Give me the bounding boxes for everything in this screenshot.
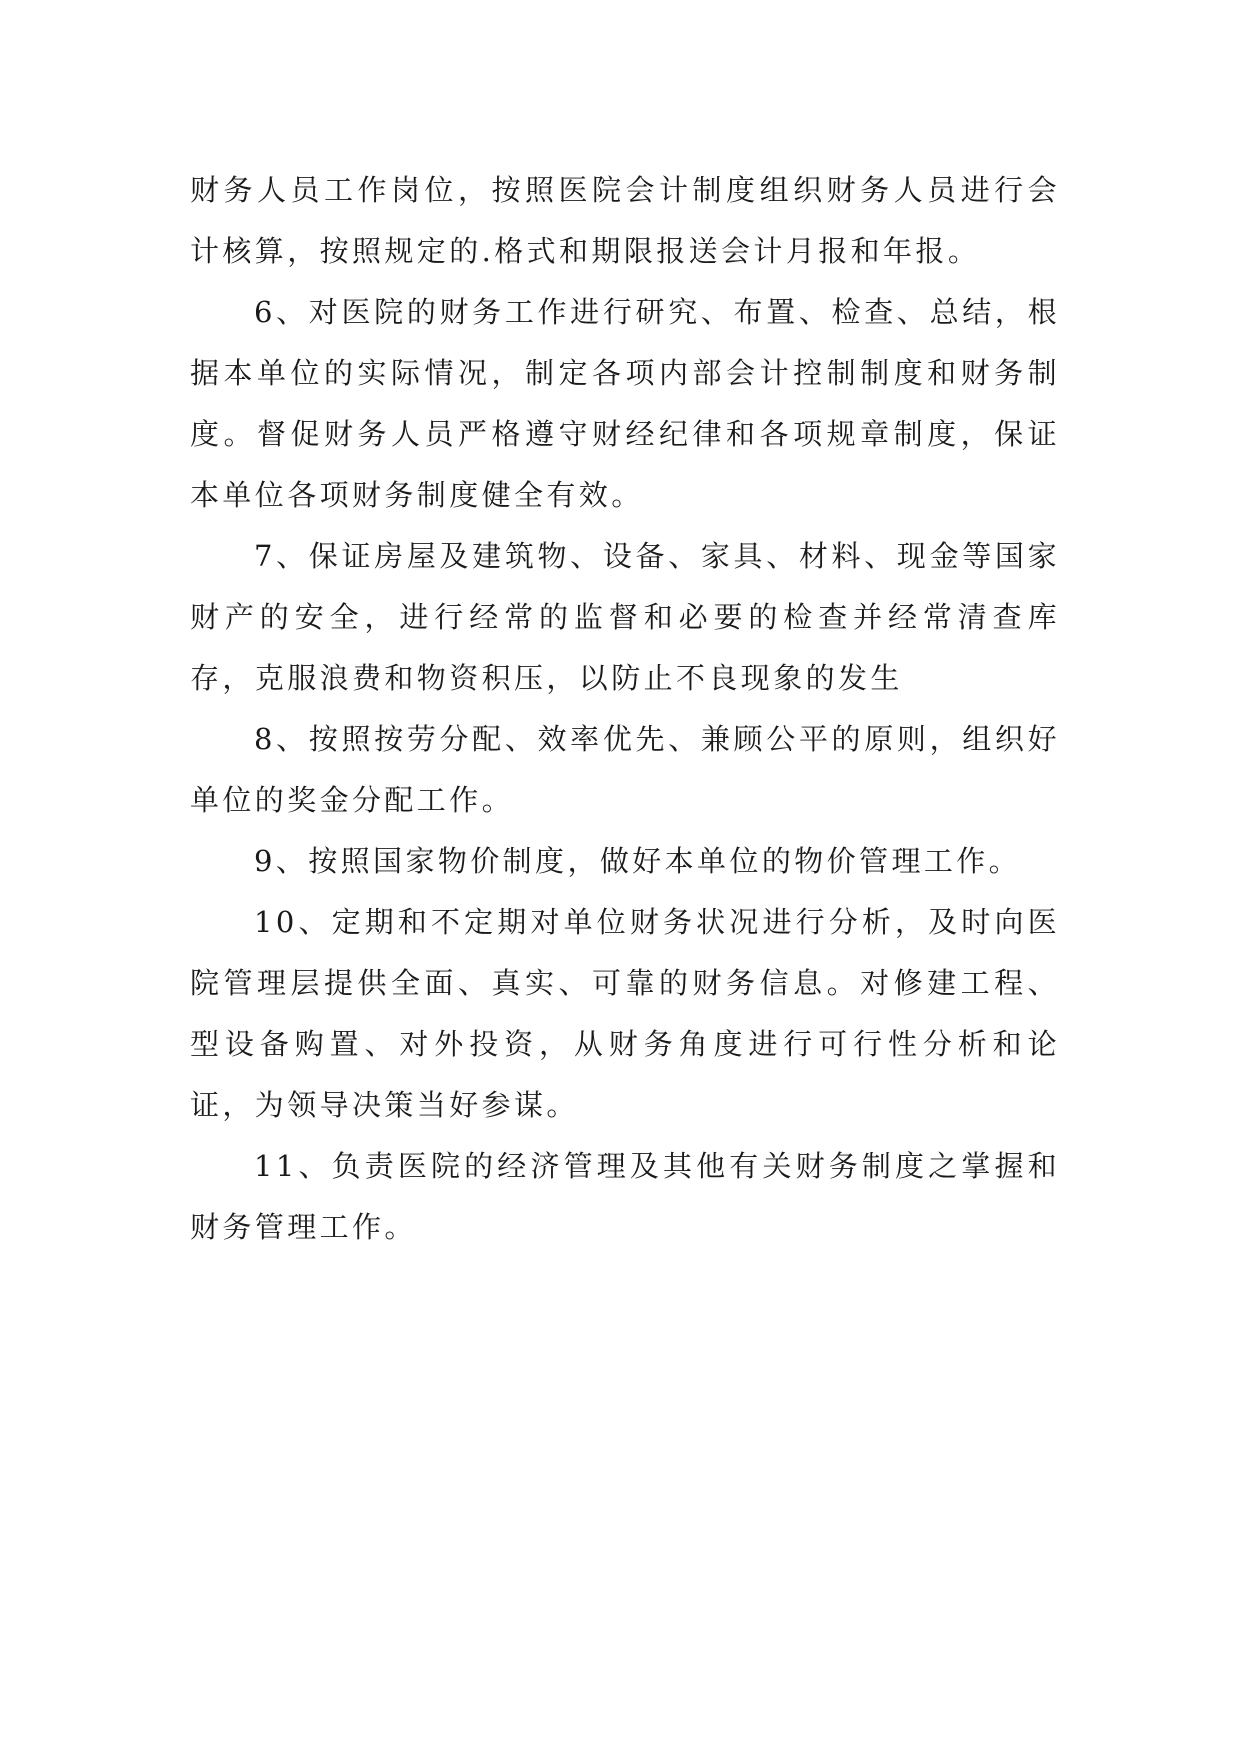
paragraph-item-10: 10、定期和不定期对单位财务状况进行分析，及时向医院管理层提供全面、真实、可靠的财务信息。对修建工程、型设备购置、对外投资，从财务角度进行可行性分析和论证，为领导决策当好参谋。 <box>190 905 1060 1122</box>
paragraph-item-7: 7、保证房屋及建筑物、设备、家具、材料、现金等国家财产的安全，进行经常的监督和必要的检查并经常清查库存，克服浪费和物资积压，以防止不良现象的发生 <box>190 539 1060 695</box>
paragraph-item-6: 6、对医院的财务工作进行研究、布置、检查、总结，根据本单位的实际情况，制定各项内部会计控制制度和财务制度。督促财务人员严格遵守财经纪律和各项规章制度，保证本单位各项财务制度健全有效。 <box>190 295 1060 512</box>
paragraph-item-9: 9、按照国家物价制度，做好本单位的物价管理工作。 <box>254 844 1022 878</box>
document-body <box>190 160 1060 1258</box>
paragraph-continuation: 财务人员工作岗位，按照医院会计制度组织财务人员进行会计核算，按照规定的.格式和期限报送会计月报和年报。 <box>190 173 1060 268</box>
paragraph-item-8: 8、按照按劳分配、效率优先、兼顾公平的原则，组织好单位的奖金分配工作。 <box>190 722 1060 817</box>
paragraph-item-11: 11、负责医院的经济管理及其他有关财务制度之掌握和财务管理工作。 <box>190 1149 1060 1244</box>
